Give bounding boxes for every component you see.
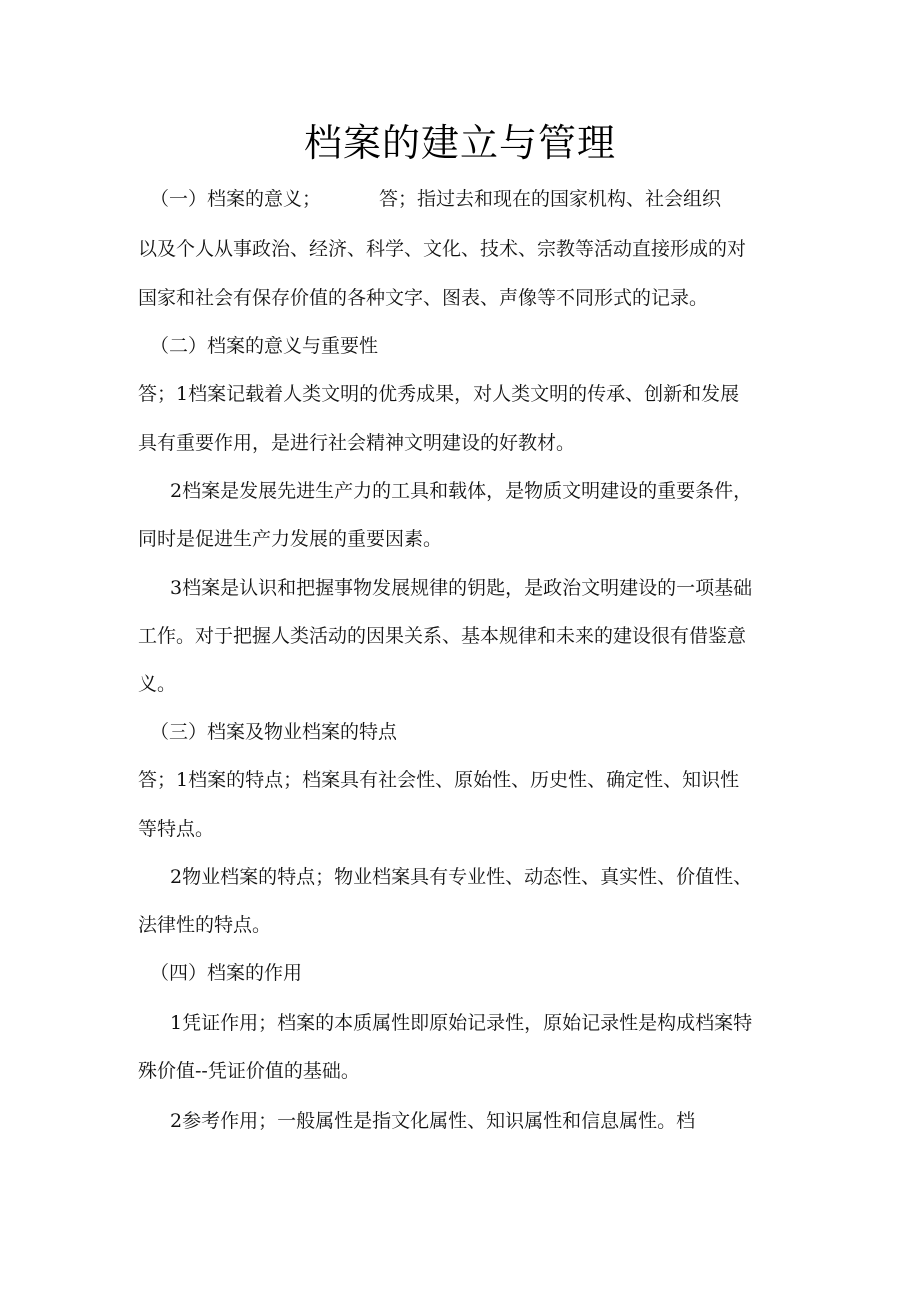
page-title: 档案的建立与管理 — [303, 121, 616, 165]
section-2-heading: （二）档案的意义与重要性 — [150, 335, 379, 357]
text-line: 国家和社会有保存价值的各种文字、图表、声像等不同形式的记录。 — [138, 287, 709, 309]
text-line: 2参考作用；一般属性是指文化属性、知识属性和信息属性。档 — [170, 1110, 696, 1132]
section-4-heading: （四）档案的作用 — [150, 962, 303, 984]
text-line: 同时是促进生产力发展的重要因素。 — [138, 528, 443, 550]
text-line: 答；1档案的特点；档案具有社会性、原始性、历史性、确定性、知识性 — [138, 769, 740, 791]
text-line: 以及个人从事政治、经济、科学、文化、技术、宗教等活动直接形成的对 — [138, 238, 747, 260]
section-1-heading: （一）档案的意义； — [150, 188, 322, 210]
text-line: 义。 — [138, 673, 177, 695]
section-3-heading: （三）档案及物业档案的特点 — [150, 721, 398, 743]
text-line: 法律性的特点。 — [138, 914, 272, 936]
text-line: 3档案是认识和把握事物发展规律的钥匙，是政治文明建设的一项基础 — [170, 577, 753, 599]
text-line: 2档案是发展先进生产力的工具和载体，是物质文明建设的重要条件， — [170, 480, 753, 502]
text-line: 答；1档案记载着人类文明的优秀成果，对人类文明的传承、创新和发展 — [138, 383, 740, 405]
section-1-answer-start: 答；指过去和现在的国家机构、社会组织 — [379, 188, 722, 210]
section-1-heading-line — [150, 186, 810, 212]
text-line: 1凭证作用；档案的本质属性即原始记录性，原始记录性是构成档案特 — [170, 1012, 753, 1034]
text-line: 殊价值--凭证价值的基础。 — [138, 1060, 360, 1082]
text-line: 2物业档案的特点；物业档案具有专业性、动态性、真实性、价值性、 — [170, 866, 753, 888]
text-line: 工作。对于把握人类活动的因果关系、基本规律和未来的建设很有借鉴意 — [138, 625, 747, 647]
text-line: 等特点。 — [138, 818, 215, 840]
text-line: 具有重要作用，是进行社会精神文明建设的好教材。 — [138, 432, 576, 454]
